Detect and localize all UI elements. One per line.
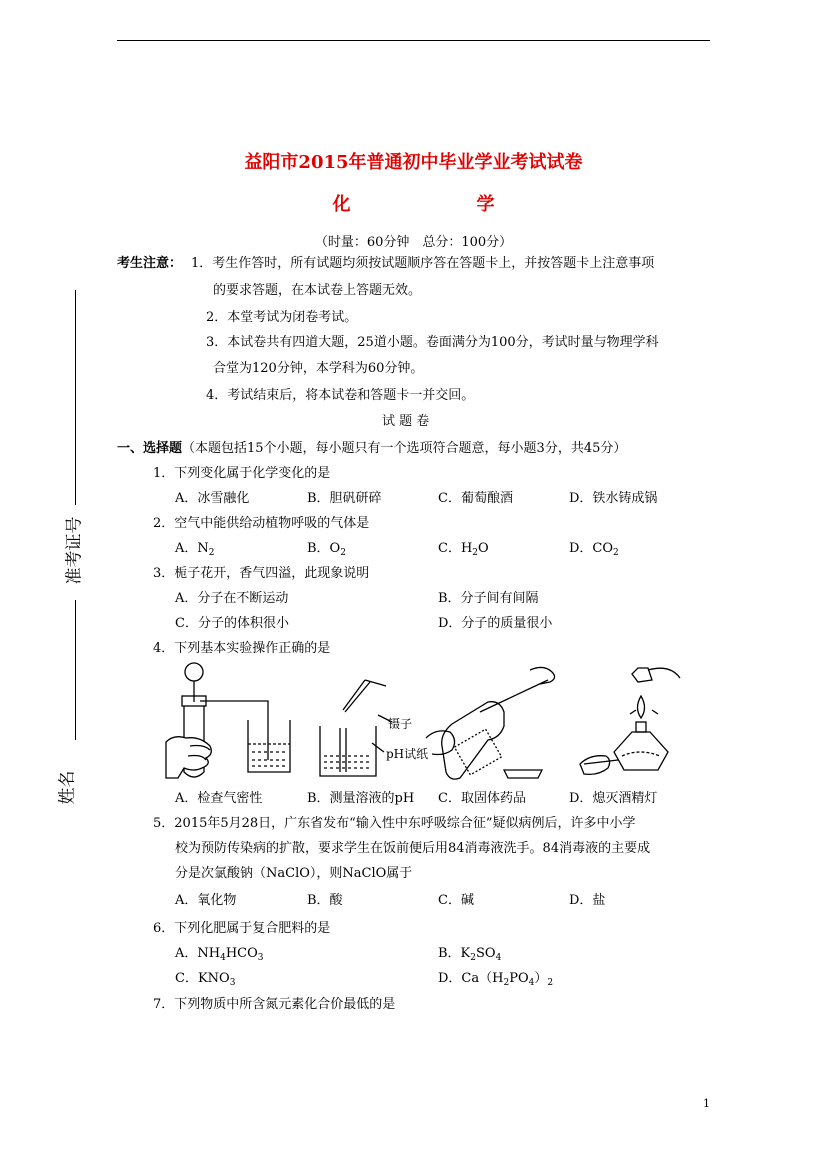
option: C．取固体药品: [438, 791, 526, 806]
subscript: 3: [229, 978, 236, 988]
question-stem: 4．下列基本实验操作正确的是: [153, 641, 331, 656]
name-label: 姓名: [57, 770, 78, 805]
question-stem: 3．栀子花开，香气四溢，此现象说明: [153, 566, 370, 581]
option-text: PO: [509, 971, 529, 986]
option-text: HCO: [225, 946, 258, 961]
option: [175, 971, 235, 987]
subscript: 3: [257, 953, 264, 963]
notice-item: 4．考试结束后，将本试卷和答题卡一并交回。: [206, 388, 475, 403]
top-rule: [117, 40, 710, 41]
option: C．分子的体积很小: [175, 616, 289, 631]
option-text: B．O: [307, 541, 341, 556]
option-text: D．CO: [569, 541, 614, 556]
figure-c-solid: [426, 667, 555, 779]
page-number: 1: [703, 1097, 710, 1110]
option-text: B．K: [438, 946, 471, 961]
time-info: （时量：60分钟 总分：100分）: [314, 235, 513, 250]
subscript: 2: [503, 978, 510, 988]
option: [438, 971, 553, 987]
subscript: 4: [220, 953, 226, 963]
subscript: 2: [208, 548, 215, 558]
question-stem: 校为预防传染病的扩散，要求学生在饭前便后用84消毒液洗手。84消毒液的主要成: [175, 841, 651, 856]
option: [438, 946, 501, 962]
option: A．检查气密性: [175, 791, 263, 806]
lab-figures: [160, 660, 700, 788]
notice-item: 1．考生作答时，所有试题均须按试题顺序答在答题卡上，并按答题卡上注意事项: [191, 256, 655, 271]
figure-b-ph: [320, 680, 392, 776]
tweezers-label: 镊子: [388, 717, 413, 731]
question-stem: 5．2015年5月28日，广东省发布“输入性中东呼吸综合征”疑似病例后，许多中小学: [153, 816, 636, 831]
option: A．冰雪融化: [175, 491, 250, 506]
question-stem: 2．空气中能供给动植物呼吸的气体是: [153, 516, 370, 531]
question-stem: 分是次氯酸钠（NaClO），则NaClO属于: [175, 866, 413, 881]
option-text: O: [478, 541, 489, 556]
option: C．葡萄酿酒: [438, 491, 513, 506]
subscript: 4: [528, 978, 535, 988]
notice-item: 的要求答题，在本试卷上答题无效。: [213, 283, 422, 298]
option: B．胆矾研碎: [307, 491, 382, 506]
paper-label: 试 题 卷: [382, 414, 430, 429]
option: B．分子间有间隔: [438, 591, 539, 606]
option: [175, 946, 264, 962]
notice-item: 3．本试卷共有四道大题，25道小题。卷面满分为100分，考试时量与物理学科: [206, 335, 659, 350]
option: [569, 541, 619, 557]
option: D．盐: [569, 893, 606, 908]
question-stem: 6．下列化肥属于复合肥料的是: [153, 921, 331, 936]
option: [438, 541, 489, 557]
exam-id-label: 准考证号: [64, 516, 85, 585]
sidebar-rule-top: [75, 290, 76, 505]
option-text: A．N: [175, 541, 209, 556]
question-stem: 1．下列变化属于化学变化的是: [153, 466, 331, 481]
section-label: 一、选择题: [117, 441, 183, 456]
subscript: 2: [613, 548, 619, 558]
question-stem: 7．下列物质中所含氮元素化合价最低的是: [153, 997, 396, 1012]
option: C．碱: [438, 893, 474, 908]
subject-title: 化 学: [332, 194, 525, 215]
option: B．测量溶液的pH: [307, 791, 415, 806]
option-text: A．NH: [175, 946, 221, 961]
option-text: SO: [476, 946, 496, 961]
option-text: D．Ca（H: [438, 971, 504, 986]
notice-label: 考生注意：: [117, 256, 183, 271]
option: D．铁水铸成锅: [569, 491, 658, 506]
option: B．酸: [307, 893, 343, 908]
ph-paper-label: pH试纸: [386, 747, 429, 761]
figure-d-lamp: [580, 668, 680, 774]
option: [175, 541, 215, 557]
notice-item: 合堂为120分钟，本学科为60分钟。: [213, 361, 424, 376]
subscript: 2: [470, 953, 476, 963]
subscript: 2: [340, 548, 346, 558]
option: A．分子在不断运动: [175, 591, 289, 606]
option-text: ）: [534, 971, 548, 986]
option: [307, 541, 346, 557]
option-text: C．KNO: [175, 971, 230, 986]
option: D．熄灭酒精灯: [569, 791, 658, 806]
page-title: 益阳市2015年普通初中毕业学业考试试卷: [244, 152, 583, 173]
sidebar-rule-mid: [75, 600, 76, 740]
subscript: 4: [495, 953, 502, 963]
option: A．氧化物: [175, 893, 237, 908]
subscript: 2: [547, 978, 554, 988]
subscript: 2: [472, 548, 479, 558]
option-text: C．H: [438, 541, 473, 556]
figure-a-airtightness: [166, 663, 290, 778]
section-desc: （本题包括15个小题，每小题只有一个选项符合题意，每小题3分，共45分）: [182, 441, 627, 456]
option: D．分子的质量很小: [438, 616, 553, 631]
notice-item: 2．本堂考试为闭卷考试。: [206, 310, 358, 325]
section-heading: [117, 441, 626, 457]
